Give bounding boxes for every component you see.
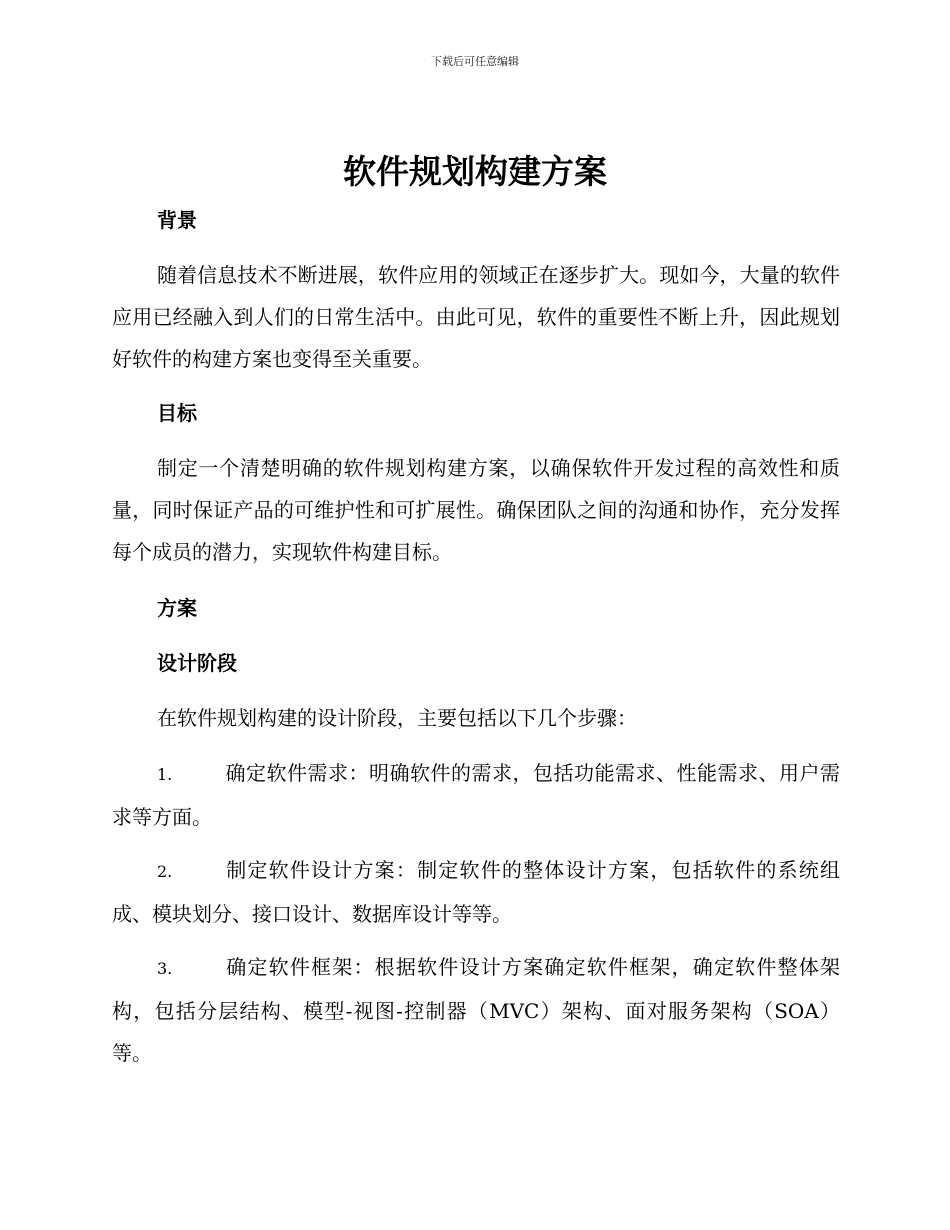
list-item-text: 确定软件需求：明确软件的需求，包括功能需求、性能需求、用户需求等方面。 (112, 761, 840, 829)
heading-plan: 方案 (157, 596, 197, 620)
document-title: 软件规划构建方案 (343, 152, 607, 191)
list-item (112, 752, 840, 838)
heading-design-phase: 设计阶段 (157, 651, 237, 675)
list-item-number: 1. (157, 765, 173, 784)
heading-goal: 目标 (157, 401, 197, 425)
paragraph-background: 随着信息技术不断进展，软件应用的领域正在逐步扩大。现如今，大量的软件应用已经融入到人们的日常生活中。由此可见，软件的重要性不断上升，因此规划好软件的构建方案也变得至关重要。 (112, 263, 840, 371)
paragraph-goal: 制定一个清楚明确的软件规划构建方案，以确保软件开发过程的高效性和质量，同时保证产品的可维护性和可扩展性。确保团队之间的沟通和协作，充分发挥每个成员的潜力，实现软件构建目标。 (112, 456, 840, 564)
page-header-note: 下载后可任意编辑 (431, 55, 519, 68)
list-item (112, 946, 840, 1074)
list-item-number: 3. (157, 959, 173, 978)
list-item-text: 制定软件设计方案：制定软件的整体设计方案，包括软件的系统组成、模块划分、接口设计、数据库设计等等。 (112, 858, 840, 926)
heading-background: 背景 (157, 208, 197, 232)
paragraph-design-intro: 在软件规划构建的设计阶段，主要包括以下几个步骤： (157, 706, 637, 730)
list-item-text: 确定软件框架：根据软件设计方案确定软件框架，确定软件整体架构，包括分层结构、模型-视图-控制器（MVC）架构、面对服务架构（SOA）等。 (112, 955, 840, 1065)
list-item (112, 849, 840, 935)
list-item-number: 2. (157, 862, 173, 881)
